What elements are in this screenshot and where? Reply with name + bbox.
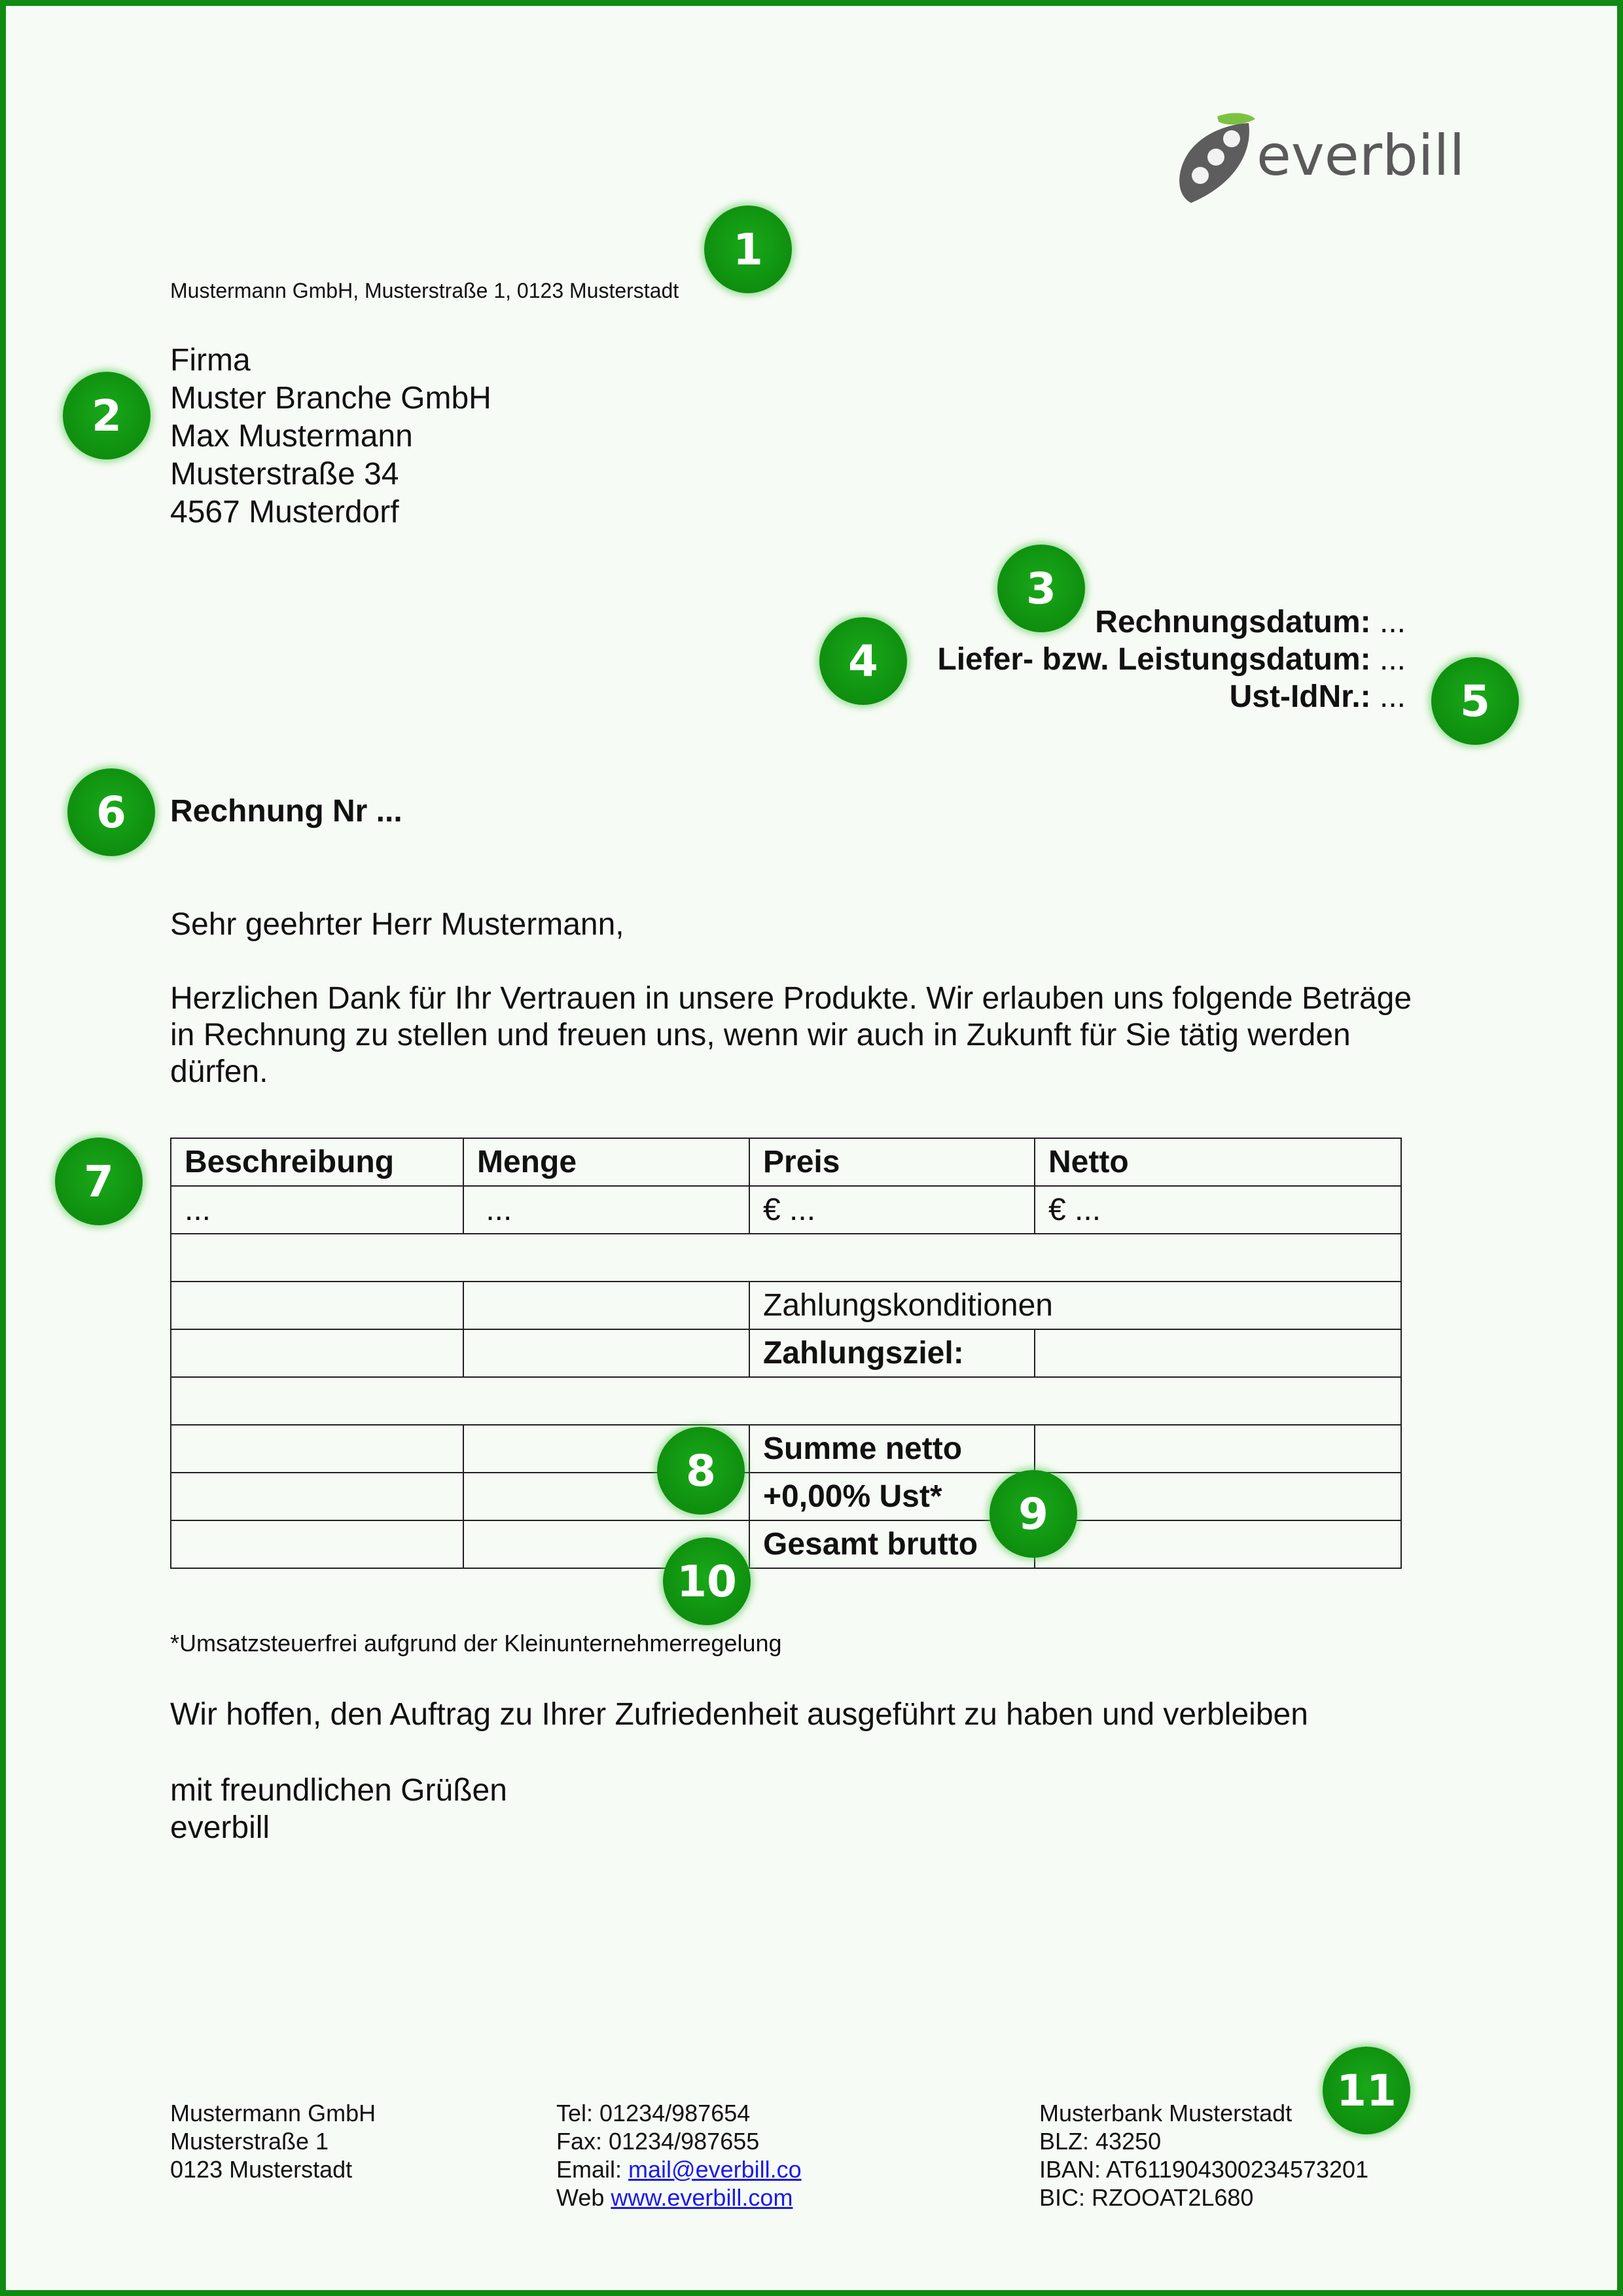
recipient-line: Musterstraße 34 xyxy=(170,457,399,492)
badge-6: 6 xyxy=(67,768,155,856)
table-row xyxy=(171,1329,1401,1377)
invoice-meta xyxy=(937,603,1406,715)
footer-line: Mustermann GmbH xyxy=(170,2100,376,2126)
badge-11: 11 xyxy=(1323,2047,1410,2134)
badge-9: 9 xyxy=(990,1470,1077,1558)
vat-id: Ust-IdNr.: ... xyxy=(1229,679,1406,714)
badge-8: 8 xyxy=(657,1427,745,1515)
header-menge: Menge xyxy=(463,1138,749,1186)
table-row xyxy=(171,1425,1401,1473)
table-header-row xyxy=(171,1138,1401,1186)
regards xyxy=(170,1772,507,1846)
empty-cell xyxy=(171,1520,463,1568)
badge-2: 2 xyxy=(63,372,151,459)
table-spacer-row xyxy=(171,1377,1401,1425)
badge-3: 3 xyxy=(997,545,1085,632)
table-row xyxy=(171,1520,1401,1568)
vat-value xyxy=(1035,1473,1401,1520)
closing-text: Wir hoffen, den Auftrag zu Ihrer Zufriedenheit ausgeführt zu haben und verbleiben xyxy=(170,1697,1308,1732)
badge-4: 4 xyxy=(819,617,907,705)
pea-pod-icon xyxy=(1171,105,1257,203)
delivery-date: Liefer- bzw. Leistungsdatum: ... xyxy=(937,642,1406,677)
badge-5: 5 xyxy=(1431,657,1519,745)
net-total-label: Summe netto xyxy=(749,1425,1035,1473)
recipient-line: Firma xyxy=(170,343,251,378)
badge-10: 10 xyxy=(663,1537,751,1625)
empty-cell xyxy=(171,1329,463,1377)
table-row xyxy=(171,1473,1401,1520)
badge-7: 7 xyxy=(55,1138,143,1225)
footnote: *Umsatzsteuerfrei aufgrund der Kleinunternehmerregelung xyxy=(170,1630,782,1657)
invoice-table xyxy=(170,1138,1402,1569)
spacer-cell xyxy=(171,1377,1401,1425)
footer-contact xyxy=(556,2099,802,2212)
footer-fax: Fax: 01234/987655 xyxy=(556,2128,760,2155)
footer-bank xyxy=(1039,2099,1368,2212)
footer-tel: Tel: 01234/987654 xyxy=(556,2100,751,2126)
invoice-date: Rechnungsdatum: ... xyxy=(1095,605,1406,639)
intro-text: Herzlichen Dank für Ihr Vertrauen in unsere Produkte. Wir erlauben uns folgende Beträge in Rechnung zu stellen und freuen uns, wenn wir auch in Zukunft für Sie tätig werden dürfen. xyxy=(170,981,1412,1089)
payment-due-label: Zahlungsziel: xyxy=(749,1329,1035,1377)
footer-line: Musterbank Musterstadt xyxy=(1039,2100,1293,2126)
regards-line: mit freundlichen Grüßen xyxy=(170,1773,507,1808)
invoice-title: Rechnung Nr ... xyxy=(170,794,402,829)
recipient-address xyxy=(170,342,491,531)
footer-line: BLZ: 43250 xyxy=(1039,2128,1162,2155)
greeting: Sehr geehrter Herr Mustermann, xyxy=(170,907,624,942)
table-row xyxy=(171,1282,1401,1329)
badge-1: 1 xyxy=(704,206,792,293)
table-row xyxy=(171,1186,1401,1234)
header-netto: Netto xyxy=(1035,1138,1401,1186)
footer-web-line: Web www.everbill.com xyxy=(556,2184,793,2211)
empty-cell xyxy=(171,1282,463,1329)
spacer-cell xyxy=(171,1234,1401,1282)
empty-cell xyxy=(171,1473,463,1520)
empty-cell xyxy=(171,1425,463,1473)
sender-line: Mustermann GmbH, Musterstraße 1, 0123 Musterstadt xyxy=(170,279,679,302)
gross-total-label: Gesamt brutto xyxy=(749,1520,1035,1568)
payment-terms-label: Zahlungskonditionen xyxy=(749,1282,1401,1329)
email-link[interactable]: mail@everbill.co xyxy=(628,2156,802,2183)
regards-signature: everbill xyxy=(170,1810,270,1845)
cell-net: € ... xyxy=(1035,1186,1401,1234)
logo-wordmark: everbill xyxy=(1257,123,1465,188)
header-beschreibung: Beschreibung xyxy=(171,1138,463,1186)
web-link[interactable]: www.everbill.com xyxy=(611,2184,793,2211)
cell-price: € ... xyxy=(749,1186,1035,1234)
empty-cell xyxy=(463,1329,749,1377)
table-spacer-row xyxy=(171,1234,1401,1282)
net-total-value xyxy=(1035,1425,1401,1473)
footer-line: IBAN: AT611904300234573201 xyxy=(1039,2156,1369,2183)
recipient-line: Max Mustermann xyxy=(170,419,413,454)
footer-line: Musterstraße 1 xyxy=(170,2128,329,2155)
gross-total-value xyxy=(1035,1520,1401,1568)
recipient-line: Muster Branche GmbH xyxy=(170,381,491,416)
footer-line: 0123 Musterstadt xyxy=(170,2156,353,2183)
everbill-logo xyxy=(1171,105,1465,203)
footer-company xyxy=(170,2099,376,2183)
cell-description: ... xyxy=(171,1186,463,1234)
cell-quantity: ... xyxy=(463,1186,749,1234)
recipient-line: 4567 Musterdorf xyxy=(170,495,399,529)
empty-cell xyxy=(463,1282,749,1329)
payment-due-value xyxy=(1035,1329,1401,1377)
footer-email-line: Email: mail@everbill.co xyxy=(556,2156,802,2183)
header-preis: Preis xyxy=(749,1138,1035,1186)
vat-label: +0,00% Ust* xyxy=(749,1473,1035,1520)
footer-line: BIC: RZOOAT2L680 xyxy=(1039,2184,1254,2211)
